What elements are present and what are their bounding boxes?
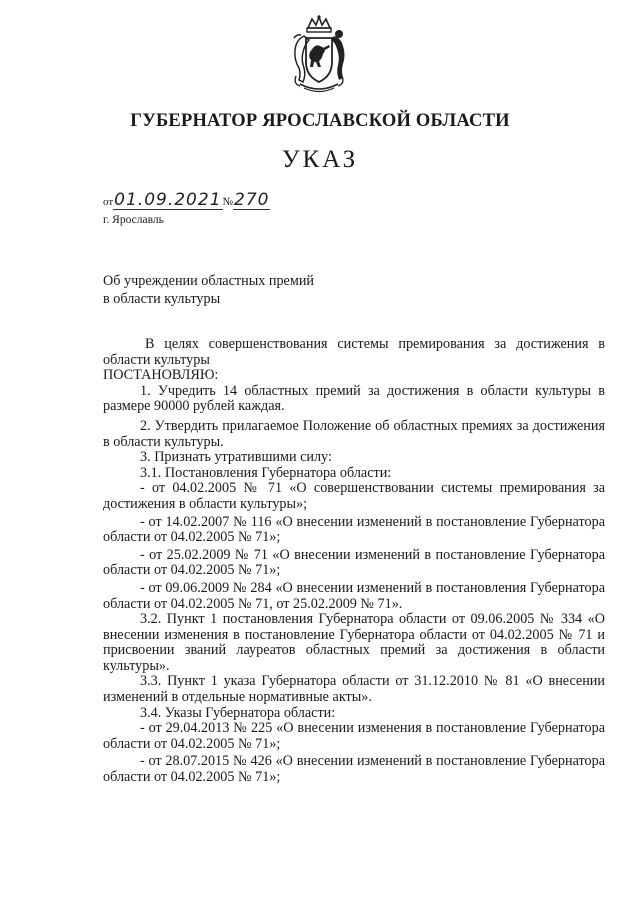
coat-of-arms-icon xyxy=(286,14,352,98)
clause-paragraph: - от 29.04.2013 № 225 «О внесении изменения в постановление Губернатора области от 04.02.2005 № 71»; xyxy=(103,720,605,752)
date-prefix: от xyxy=(103,196,114,208)
document-subject xyxy=(103,272,314,308)
clause-paragraph: 3.2. Пункт 1 постановления Губернатора области от 09.06.2005 № 334 «О внесении изменения в постановление Губернатора области от 04.02.2005 № 71 и присвоении званий лауреатов областных премий за достижения в области культуры». xyxy=(103,611,605,674)
clause-paragraph: - от 25.02.2009 № 71 «О внесении изменений в постановление Губернатора области от 04.02.2005 № 71»; xyxy=(103,546,605,579)
subject-line: Об учреждении областных премий xyxy=(103,273,315,289)
document-date: 01.09.2021 xyxy=(114,190,222,210)
clause-paragraph: 3.1. Постановления Губернатора области: xyxy=(140,464,392,481)
intro-paragraph: В целях совершенствования системы премирования за достижения в области культуры xyxy=(103,336,605,368)
number-prefix: № xyxy=(222,196,234,208)
issuing-authority: ГУБЕРНАТОР ЯРОСЛАВСКОЙ ОБЛАСТИ xyxy=(130,111,510,131)
clause-paragraph: - от 28.07.2015 № 426 «О внесении изменений в постановление Губернатора области от 04.02.2005 № 71»; xyxy=(103,753,605,786)
city-line: г. Ярославль xyxy=(103,214,164,226)
document-body xyxy=(103,337,605,786)
clause-paragraph: 3. Признать утратившими силу: xyxy=(140,449,332,466)
clause-paragraph: - от 04.02.2005 № 71 «О совершенствовании системы премирования за достижения в области культуры»; xyxy=(103,480,605,512)
clause-paragraph: - от 09.06.2009 № 284 «О внесении изменений в постановления Губернатора области от 04.02.2005 № 71, от 25.02.2009 № 71». xyxy=(103,579,605,612)
clause-paragraph: - от 14.02.2007 № 116 «О внесении изменений в постановление Губернатора области от 04.02.2005 № 71»; xyxy=(103,513,605,546)
subject-line: в области культуры xyxy=(103,291,221,307)
clause-paragraph: 3.3. Пункт 1 указа Губернатора области от 31.12.2010 № 81 «О внесении изменений в отдельные нормативные акты». xyxy=(103,673,605,706)
clause-paragraph: 2. Утвердить прилагаемое Положение об областных премиях за достижения в области культуры. xyxy=(103,417,605,450)
document-number: 270 xyxy=(234,190,270,210)
date-number-line xyxy=(103,192,303,214)
decree-word: ПОСТАНОВЛЯЮ: xyxy=(103,367,219,384)
document-type-title: УКАЗ xyxy=(281,146,359,173)
clause-paragraph: 1. Учредить 14 областных премий за достижения в области культуры в размере 90000 рублей каждая. xyxy=(103,382,605,415)
clause-paragraph: 3.4. Указы Губернатора области: xyxy=(140,704,336,721)
